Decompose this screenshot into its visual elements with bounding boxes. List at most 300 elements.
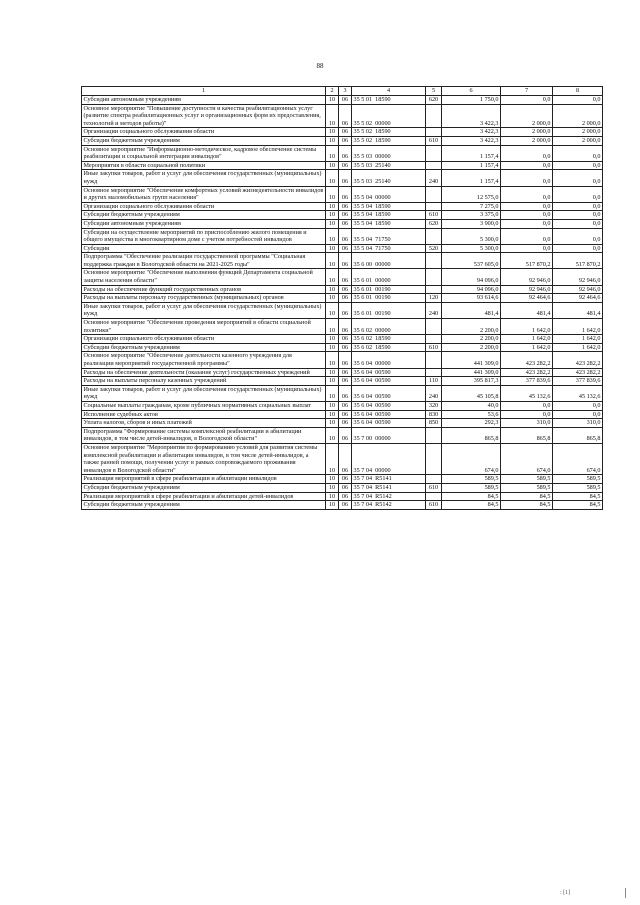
table-cell: 10 (326, 377, 339, 386)
table-cell: 10 (326, 410, 339, 419)
table-cell: 0,0 (553, 186, 603, 202)
table-cell: 45 105,8 (442, 385, 501, 401)
table-cell: 35 7 04 R5142 (352, 492, 426, 501)
table-cell: Субсидии бюджетным учреждениям (82, 483, 326, 492)
table-cell: 423 282,2 (501, 352, 553, 368)
table-cell: 0,0 (553, 211, 603, 220)
table-cell: 10 (326, 368, 339, 377)
table-cell (426, 269, 442, 285)
table-cell: 610 (426, 211, 442, 220)
table-cell (426, 427, 442, 443)
table-cell: 10 (326, 302, 339, 318)
table-cell: 92 946,0 (501, 269, 553, 285)
table-cell: 2 200,0 (442, 319, 501, 335)
table-cell: 0,0 (553, 202, 603, 211)
table-cell: 2 000,0 (501, 136, 553, 145)
table-row (82, 492, 603, 501)
table-cell: 06 (339, 352, 352, 368)
table-cell: 35 5 03 00000 (352, 145, 426, 161)
table-cell: Исполнение судебных актов (82, 410, 326, 419)
table-row (82, 269, 603, 285)
table-cell: 10 (326, 501, 339, 510)
table-cell: 2 200,0 (442, 343, 501, 352)
table-row (82, 253, 603, 269)
table-cell: 10 (326, 202, 339, 211)
table-cell: 7 275,0 (442, 202, 501, 211)
table-cell: 10 (326, 352, 339, 368)
table-cell: 0,0 (553, 244, 603, 253)
table-cell: 06 (339, 253, 352, 269)
table-cell: 06 (339, 410, 352, 419)
table-cell: 292,3 (442, 419, 501, 428)
table-cell: 06 (339, 211, 352, 220)
table-cell: 610 (426, 501, 442, 510)
table-cell: 3 375,0 (442, 211, 501, 220)
table-cell: 10 (326, 419, 339, 428)
column-header: 1 (82, 87, 326, 96)
table-cell: 10 (326, 104, 339, 128)
table-cell: Субсидии бюджетным учреждениям (82, 211, 326, 220)
table-cell: Уплата налогов, сборов и иных платежей (82, 419, 326, 428)
table-cell: 1 750,0 (442, 96, 501, 105)
table-cell: 35 5 04 71750 (352, 244, 426, 253)
table-cell: 0,0 (501, 410, 553, 419)
table-cell: 35 6 04 00590 (352, 385, 426, 401)
table-cell: 35 6 04 00590 (352, 401, 426, 410)
table-cell: 3 422,3 (442, 104, 501, 128)
table-cell: 2 000,0 (553, 104, 603, 128)
table-cell (426, 128, 442, 137)
table-cell: 10 (326, 145, 339, 161)
table-cell: 1 157,4 (442, 145, 501, 161)
table-cell: Подпрограмма "Обеспечение реализации государственной программы "Социальная поддержка граждан в Вологодской области на 2021-2025 годы" (82, 253, 326, 269)
table-cell: 35 5 04 71750 (352, 228, 426, 244)
table-cell: 2 000,0 (501, 104, 553, 128)
table-cell: Расходы на обеспечение деятельности (оказание услуг) государственных учреждений (82, 368, 326, 377)
table-row (82, 385, 603, 401)
table-row (82, 410, 603, 419)
table-cell: 10 (326, 492, 339, 501)
table-cell: 589,5 (442, 483, 501, 492)
table-cell: 10 (326, 343, 339, 352)
table-cell: 06 (339, 302, 352, 318)
table-cell: 10 (326, 170, 339, 186)
table-cell: 35 7 04 R5141 (352, 475, 426, 484)
table-row (82, 104, 603, 128)
table-cell: Иные закупки товаров, работ и услуг для обеспечения государственных (муниципальных) нужд (82, 385, 326, 401)
table-row (82, 335, 603, 344)
table-cell: 481,4 (442, 302, 501, 318)
table-cell: 35 6 02 00000 (352, 319, 426, 335)
table-cell: 35 6 04 00590 (352, 377, 426, 386)
table-cell: 0,0 (501, 401, 553, 410)
table-cell: Реализация мероприятий в сфере реабилитации и абилитации инвалидов (82, 475, 326, 484)
column-header: 6 (442, 87, 501, 96)
table-cell: Основное мероприятие "Обеспечение деятельности казенного учреждения для реализации мероприятий государственной программы" (82, 352, 326, 368)
column-header: 2 (326, 87, 339, 96)
column-header: 3 (339, 87, 352, 96)
table-cell: 423 282,2 (501, 368, 553, 377)
table-cell: 5 300,0 (442, 228, 501, 244)
table-cell: 10 (326, 385, 339, 401)
table-row (82, 501, 603, 510)
table-cell: 35 5 04 18590 (352, 202, 426, 211)
table-cell: Субсидии бюджетным учреждениям (82, 136, 326, 145)
table-cell: 0,0 (501, 219, 553, 228)
table-cell: 06 (339, 186, 352, 202)
table-cell: 10 (326, 186, 339, 202)
table-cell: 94 096,0 (442, 285, 501, 294)
table-cell: 0,0 (501, 96, 553, 105)
table-cell: 35 5 02 18590 (352, 136, 426, 145)
table-cell: 84,5 (501, 492, 553, 501)
table-cell: 10 (326, 161, 339, 170)
table-cell: 35 6 04 00590 (352, 368, 426, 377)
table-cell: 1 642,0 (501, 343, 553, 352)
table-cell: 06 (339, 385, 352, 401)
table-cell: 06 (339, 377, 352, 386)
table-row (82, 443, 603, 474)
table-cell: Основное мероприятие "Обеспечение комфортных условий жизнедеятельности инвалидов и других маломобильных групп населения" (82, 186, 326, 202)
table-cell: 1 642,0 (501, 319, 553, 335)
column-header: 8 (553, 87, 603, 96)
table-cell: 84,5 (553, 501, 603, 510)
table-cell: 865,8 (553, 427, 603, 443)
table-cell: Субсидии (82, 244, 326, 253)
table-cell: 0,0 (553, 170, 603, 186)
table-cell: 517 870,2 (553, 253, 603, 269)
table-cell: 537 605,0 (442, 253, 501, 269)
table-cell: 0,0 (553, 219, 603, 228)
table-cell: 10 (326, 427, 339, 443)
table-cell: 240 (426, 170, 442, 186)
table-cell: Организации социального обслуживания области (82, 128, 326, 137)
page-number: 88 (316, 62, 324, 70)
table-cell: 310,0 (501, 419, 553, 428)
footer-mark: : [1] (560, 890, 571, 896)
table-row (82, 343, 603, 352)
table-cell: 06 (339, 443, 352, 474)
table-cell: 35 5 01 18590 (352, 96, 426, 105)
table-cell: 06 (339, 269, 352, 285)
table-cell: 06 (339, 145, 352, 161)
table-cell: 320 (426, 401, 442, 410)
table-cell: Субсидии бюджетным учреждениям (82, 343, 326, 352)
table-cell: 35 6 00 00000 (352, 253, 426, 269)
table-cell (426, 186, 442, 202)
table-cell: 0,0 (501, 170, 553, 186)
table-cell: 10 (326, 228, 339, 244)
table-cell: 1 157,4 (442, 161, 501, 170)
table-cell (426, 352, 442, 368)
table-row (82, 427, 603, 443)
table-cell (426, 145, 442, 161)
table-cell: 10 (326, 319, 339, 335)
table-cell: Основное мероприятие "Информационно-методическое, кадровое обеспечение системы реабилитации и социальной интеграции инвалидов" (82, 145, 326, 161)
column-header: 4 (352, 87, 426, 96)
table-cell (426, 319, 442, 335)
table-row (82, 145, 603, 161)
table-cell: 110 (426, 377, 442, 386)
table-cell: 620 (426, 96, 442, 105)
table-cell: 35 5 04 18590 (352, 211, 426, 220)
table-cell: 53,6 (442, 410, 501, 419)
table-cell: 674,0 (442, 443, 501, 474)
table-cell: 35 5 03 25140 (352, 170, 426, 186)
table-cell (426, 475, 442, 484)
table-cell: 10 (326, 219, 339, 228)
table-cell: 310,0 (553, 419, 603, 428)
table-row (82, 161, 603, 170)
table-cell: 0,0 (553, 145, 603, 161)
table-cell: 84,5 (553, 492, 603, 501)
table-cell: 35 6 02 18590 (352, 335, 426, 344)
table-cell: 589,5 (501, 483, 553, 492)
table-cell (426, 228, 442, 244)
table-cell: 35 7 04 00000 (352, 443, 426, 474)
table-cell: 10 (326, 96, 339, 105)
table-cell: 35 6 01 00190 (352, 302, 426, 318)
table-cell: 10 (326, 285, 339, 294)
table-cell: Основное мероприятие "Обеспечение выполнения функций Департамента социальной защиты населения области" (82, 269, 326, 285)
table-cell: 10 (326, 244, 339, 253)
table-row (82, 170, 603, 186)
table-cell: 10 (326, 443, 339, 474)
table-cell: 35 6 02 18590 (352, 343, 426, 352)
table-cell: 0,0 (501, 145, 553, 161)
table-cell: 35 7 04 R5142 (352, 501, 426, 510)
table-cell: 481,4 (553, 302, 603, 318)
table-row (82, 368, 603, 377)
table-cell: 5 300,0 (442, 244, 501, 253)
table-cell (426, 335, 442, 344)
table-cell: 06 (339, 368, 352, 377)
table-cell: Организации социального обслуживания области (82, 335, 326, 344)
table-cell: 92 946,0 (501, 285, 553, 294)
table-cell: Мероприятия в области социальной политики (82, 161, 326, 170)
table-cell: 10 (326, 211, 339, 220)
table-cell: 84,5 (442, 501, 501, 510)
table-cell: 10 (326, 253, 339, 269)
table-row (82, 136, 603, 145)
table-cell: 35 5 02 18590 (352, 128, 426, 137)
table-cell: 1 642,0 (553, 335, 603, 344)
table-cell: 865,8 (442, 427, 501, 443)
table-cell: 441 309,0 (442, 352, 501, 368)
table-row (82, 211, 603, 220)
table-cell: 10 (326, 269, 339, 285)
table-cell: Иные закупки товаров, работ и услуг для обеспечения государственных (муниципальных) нужд (82, 302, 326, 318)
table-cell: 35 6 01 00190 (352, 285, 426, 294)
table-cell: 2 000,0 (553, 128, 603, 137)
table-cell: 35 5 04 00000 (352, 186, 426, 202)
table-cell: 830 (426, 410, 442, 419)
table-cell: 240 (426, 385, 442, 401)
table-cell (426, 443, 442, 474)
table-cell: 35 6 01 00190 (352, 294, 426, 303)
table-cell: 92 464,6 (553, 294, 603, 303)
table-row (82, 244, 603, 253)
table-cell: 06 (339, 427, 352, 443)
table-cell: 35 5 02 00000 (352, 104, 426, 128)
table-cell: 92 464,6 (501, 294, 553, 303)
table-cell: 0,0 (501, 186, 553, 202)
table-cell: 520 (426, 244, 442, 253)
table-cell: 0,0 (501, 202, 553, 211)
table-cell: 35 5 04 18590 (352, 219, 426, 228)
table-cell: 620 (426, 219, 442, 228)
table-row (82, 352, 603, 368)
table-cell (426, 202, 442, 211)
table-cell: Расходы на обеспечение функций государственных органов (82, 285, 326, 294)
table-cell: 84,5 (501, 501, 553, 510)
table-cell: 589,5 (553, 483, 603, 492)
table-cell: 06 (339, 285, 352, 294)
table-cell: 45 132,6 (553, 385, 603, 401)
table-cell: 0,0 (501, 211, 553, 220)
table-cell: 0,0 (553, 401, 603, 410)
table-cell: Субсидии автономным учреждениям (82, 96, 326, 105)
table-cell: 06 (339, 501, 352, 510)
table-cell: Основное мероприятие "Мероприятия по формированию условий для развития системы комплексной реабилитации и абилитации инвалидов, в том числе детей-инвалидов, а также ранней помощи, получении услуг в рамках сопровождаемого проживания инвалидов в Вологодской области" (82, 443, 326, 474)
table-cell: Подпрограмма "Формирование системы комплексной реабилитации и абилитации инвалидов, в том числе детей-инвалидов, в Вологодской области" (82, 427, 326, 443)
table-cell: 589,5 (501, 475, 553, 484)
table-row (82, 475, 603, 484)
table-cell: 1 157,4 (442, 170, 501, 186)
table-cell: Субсидии автономным учреждениям (82, 219, 326, 228)
table-cell: Основное мероприятие "Повышение доступности и качества реабилитационных услуг (развитие спектра реабилитационных услуг и организационных форм их предоставления, технологий и методов работы)" (82, 104, 326, 128)
table-cell: 10 (326, 136, 339, 145)
table-cell (426, 161, 442, 170)
table-cell: 395 817,3 (442, 377, 501, 386)
table-cell: 377 839,6 (553, 377, 603, 386)
table-cell: 3 422,3 (442, 128, 501, 137)
table-cell: 0,0 (501, 228, 553, 244)
table-cell: Расходы на выплаты персоналу государственных (муниципальных) органов (82, 294, 326, 303)
footer-divider (625, 888, 626, 898)
table-cell: 92 946,0 (553, 285, 603, 294)
table-cell: 84,5 (442, 492, 501, 501)
table-cell: 06 (339, 335, 352, 344)
table-cell: Субсидии бюджетным учреждениям (82, 501, 326, 510)
table-cell: 0,0 (553, 96, 603, 105)
table-cell: 06 (339, 319, 352, 335)
table-row (82, 419, 603, 428)
table-cell: Реализация мероприятий в сфере реабилитации и абилитации детей-инвалидов (82, 492, 326, 501)
table-cell (426, 253, 442, 269)
table-cell: 610 (426, 343, 442, 352)
column-header: 5 (426, 87, 442, 96)
table-cell: 3 422,3 (442, 136, 501, 145)
table-cell: 45 132,6 (501, 385, 553, 401)
table-cell: 35 6 01 00000 (352, 269, 426, 285)
table-cell: 0,0 (553, 161, 603, 170)
column-header: 7 (501, 87, 553, 96)
table-cell: 674,0 (553, 443, 603, 474)
table-cell: 0,0 (553, 410, 603, 419)
table-row (82, 186, 603, 202)
table-cell (426, 368, 442, 377)
table-cell: 120 (426, 294, 442, 303)
table-cell: 06 (339, 483, 352, 492)
table-cell: 10 (326, 335, 339, 344)
table-cell: 10 (326, 128, 339, 137)
table-cell: 481,4 (501, 302, 553, 318)
table-cell: 3 900,0 (442, 219, 501, 228)
table-cell: Иные закупки товаров, работ и услуг для обеспечения государственных (муниципальных) нужд (82, 170, 326, 186)
table-cell: 589,5 (553, 475, 603, 484)
table-cell: 06 (339, 136, 352, 145)
table-row (82, 294, 603, 303)
table-cell: 06 (339, 294, 352, 303)
table-cell: 06 (339, 170, 352, 186)
table-cell: 610 (426, 483, 442, 492)
table-row (82, 96, 603, 105)
table-row (82, 319, 603, 335)
table-cell: 423 282,2 (553, 352, 603, 368)
table-cell: 517 870,2 (501, 253, 553, 269)
table-row (82, 128, 603, 137)
table-cell: 1 642,0 (553, 319, 603, 335)
table-cell: 589,5 (442, 475, 501, 484)
table-cell (426, 492, 442, 501)
table-cell: Субсидии на осуществление мероприятий по приспособлению жилого помещения и общего имущества в многоквартирном доме с учетом потребностей инвалидов (82, 228, 326, 244)
table-row (82, 483, 603, 492)
table-cell: 865,8 (501, 427, 553, 443)
table-cell: 35 6 04 00590 (352, 419, 426, 428)
table-cell: 06 (339, 343, 352, 352)
table-cell: 06 (339, 244, 352, 253)
table-cell: Организации социального обслуживания области (82, 202, 326, 211)
table-row (82, 302, 603, 318)
table-row (82, 228, 603, 244)
table-cell: 06 (339, 219, 352, 228)
table-cell: 2 200,0 (442, 335, 501, 344)
table-cell: 06 (339, 228, 352, 244)
table-cell: 610 (426, 136, 442, 145)
table-cell: 35 6 04 00590 (352, 410, 426, 419)
table-cell (426, 285, 442, 294)
table-cell: 0,0 (501, 244, 553, 253)
table-cell: 94 096,0 (442, 269, 501, 285)
table-cell: 423 282,2 (553, 368, 603, 377)
table-cell: 1 642,0 (501, 335, 553, 344)
table-cell: 674,0 (501, 443, 553, 474)
table-cell: 35 6 04 00000 (352, 352, 426, 368)
table-cell: 1 642,0 (553, 343, 603, 352)
table-cell (426, 104, 442, 128)
table-row (82, 285, 603, 294)
table-row (82, 401, 603, 410)
table-cell: 06 (339, 401, 352, 410)
table-cell: 06 (339, 128, 352, 137)
table-cell: 06 (339, 419, 352, 428)
table-cell: 2 000,0 (553, 136, 603, 145)
table-cell: 35 7 04 R5141 (352, 483, 426, 492)
table-cell: 06 (339, 492, 352, 501)
table-cell: 10 (326, 294, 339, 303)
table-cell: Расходы на выплаты персоналу казенных учреждений (82, 377, 326, 386)
table-cell: 0,0 (553, 228, 603, 244)
table-cell: 35 5 03 25140 (352, 161, 426, 170)
table-cell: 850 (426, 419, 442, 428)
table-cell: 12 575,0 (442, 186, 501, 202)
table-cell: 06 (339, 96, 352, 105)
table-cell: 93 614,6 (442, 294, 501, 303)
table-cell: 35 7 00 00000 (352, 427, 426, 443)
table-cell: 2 000,0 (501, 128, 553, 137)
table-cell: Основное мероприятие "Обеспечение проведения мероприятий в области социальной политики" (82, 319, 326, 335)
